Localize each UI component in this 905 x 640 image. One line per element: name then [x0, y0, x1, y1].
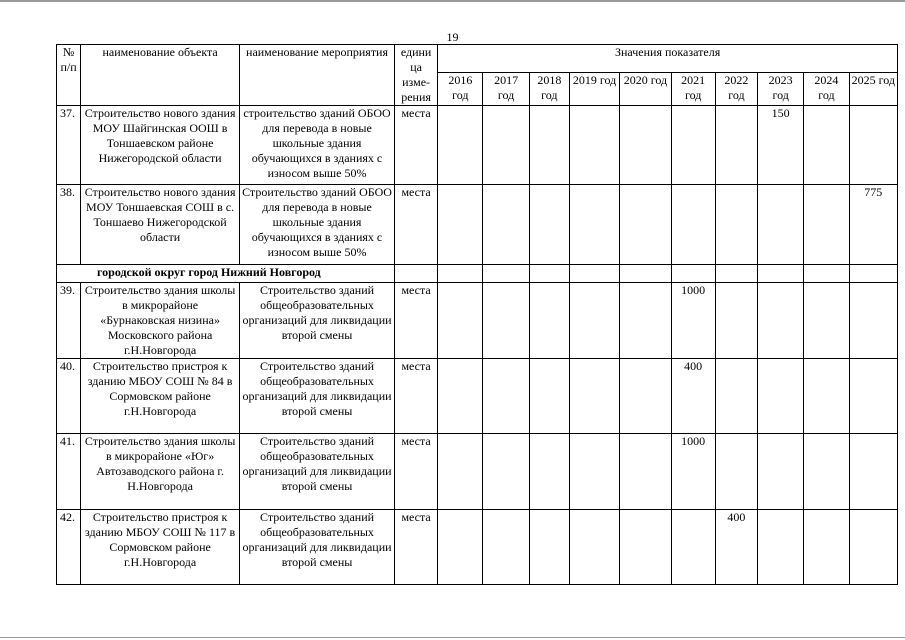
unit: места: [394, 185, 437, 265]
unit: места: [394, 283, 437, 359]
value-cell: [620, 106, 671, 185]
measure-name: Строительство зданий общеобразовательных организаций для ликвидации второй смены: [240, 283, 395, 359]
value-cell: [438, 359, 483, 434]
value-cell: [569, 106, 619, 185]
table-row: [57, 185, 898, 265]
unit: места: [394, 106, 437, 185]
value-cell: [483, 510, 529, 585]
empty-cell: [569, 265, 619, 283]
value-cell: [438, 434, 483, 510]
table-row: [57, 510, 898, 585]
unit: места: [394, 359, 437, 434]
value-cell: 1000: [671, 283, 715, 359]
section-row: [57, 265, 898, 283]
empty-cell: [394, 265, 437, 283]
object-name: Строительство пристроя к зданию МБОУ СОШ № 84 в Сормовском районе г.Н.Новгорода: [81, 359, 240, 434]
value-cell: [569, 359, 619, 434]
value-cell: [483, 434, 529, 510]
row-number: 39.: [57, 283, 81, 359]
header-year: 2021 год: [671, 73, 715, 106]
value-cell: [483, 359, 529, 434]
empty-cell: [620, 265, 671, 283]
value-cell: [620, 359, 671, 434]
value-cell: [529, 434, 569, 510]
value-cell: [804, 510, 849, 585]
table-row: [57, 359, 898, 434]
value-cell: [715, 106, 757, 185]
page-number: 19: [446, 30, 459, 44]
value-cell: [804, 106, 849, 185]
measure-name: Строительство зданий общеобразовательных организаций для ликвидации второй смены: [240, 510, 395, 585]
value-cell: [849, 106, 897, 185]
object-name: Строительство нового здания МОУ Тоншаевская СОШ в с. Тоншаево Нижегородской области: [81, 185, 240, 265]
value-cell: [483, 185, 529, 265]
header-row-1: [57, 45, 898, 73]
value-cell: [758, 434, 804, 510]
measure-name: Строительство зданий ОБОО для перевода в новые школьные здания обучающихся в зданиях с износом выше 50%: [240, 185, 395, 265]
value-cell: 775: [849, 185, 897, 265]
value-cell: [483, 283, 529, 359]
header-year: 2023 год: [758, 73, 804, 106]
header-year: 2019 год: [569, 73, 619, 106]
value-cell: [804, 283, 849, 359]
empty-cell: [849, 265, 897, 283]
value-cell: [438, 510, 483, 585]
value-cell: [620, 510, 671, 585]
value-cell: [804, 359, 849, 434]
header-year: 2016 год: [438, 73, 483, 106]
value-cell: [849, 283, 897, 359]
unit: места: [394, 434, 437, 510]
object-name: Строительство здания школы в микрорайоне «Юг» Автозаводского района г. Н.Новгорода: [81, 434, 240, 510]
value-cell: [758, 185, 804, 265]
measure-name: Строительство зданий общеобразовательных организаций для ликвидации второй смены: [240, 359, 395, 434]
object-name: Строительство нового здания МОУ Шайгинская ООШ в Тоншаевском районе Нижегородской области: [81, 106, 240, 185]
object-name: Строительство пристроя к зданию МБОУ СОШ № 117 в Сормовском районе г.Н.Новгорода: [81, 510, 240, 585]
row-number: 40.: [57, 359, 81, 434]
value-cell: [529, 185, 569, 265]
value-cell: [671, 510, 715, 585]
value-cell: [804, 434, 849, 510]
value-cell: [620, 283, 671, 359]
scan-edge-bottom: [0, 637, 905, 638]
value-cell: 400: [715, 510, 757, 585]
header-object: наименование объекта: [81, 45, 240, 106]
row-number: 41.: [57, 434, 81, 510]
value-cell: [758, 510, 804, 585]
empty-cell: [671, 265, 715, 283]
row-number: 38.: [57, 185, 81, 265]
empty-cell: [758, 265, 804, 283]
value-cell: [569, 283, 619, 359]
value-cell: [569, 434, 619, 510]
header-year: 2025 год: [849, 73, 897, 106]
scan-edge-top: [0, 0, 905, 2]
value-cell: [804, 185, 849, 265]
value-cell: [438, 283, 483, 359]
object-name: Строительство здания школы в микрорайоне «Бурнаковская низина» Московского района г.Н.Новгорода: [81, 283, 240, 359]
header-year: 2018 год: [529, 73, 569, 106]
value-cell: [529, 283, 569, 359]
row-number: 37.: [57, 106, 81, 185]
header-unit: едини ца изме- рения: [394, 45, 437, 106]
header-year: 2022 год: [715, 73, 757, 106]
value-cell: [715, 434, 757, 510]
value-cell: [529, 106, 569, 185]
value-cell: [758, 283, 804, 359]
value-cell: [483, 106, 529, 185]
value-cell: [849, 359, 897, 434]
header-measure: наименование мероприятия: [240, 45, 395, 106]
value-cell: [620, 185, 671, 265]
value-cell: 400: [671, 359, 715, 434]
value-cell: [529, 359, 569, 434]
table-row: [57, 106, 898, 185]
empty-cell: [529, 265, 569, 283]
value-cell: [758, 359, 804, 434]
table-row: [57, 283, 898, 359]
table-row: [57, 434, 898, 510]
empty-cell: [438, 265, 483, 283]
header-num: № п/п: [57, 45, 81, 106]
indicators-table: [56, 44, 898, 585]
value-cell: [849, 510, 897, 585]
value-cell: [529, 510, 569, 585]
value-cell: [715, 283, 757, 359]
section-title: городской округ город Нижний Новгород: [57, 265, 395, 283]
header-year: 2017 год: [483, 73, 529, 106]
value-cell: 150: [758, 106, 804, 185]
empty-cell: [483, 265, 529, 283]
empty-cell: [804, 265, 849, 283]
value-cell: [671, 185, 715, 265]
value-cell: [438, 106, 483, 185]
value-cell: 1000: [671, 434, 715, 510]
value-cell: [569, 510, 619, 585]
measure-name: Строительство зданий общеобразовательных организаций для ликвидации второй смены: [240, 434, 395, 510]
value-cell: [671, 106, 715, 185]
value-cell: [715, 185, 757, 265]
row-number: 42.: [57, 510, 81, 585]
value-cell: [620, 434, 671, 510]
header-year: 2024 год: [804, 73, 849, 106]
value-cell: [715, 359, 757, 434]
unit: места: [394, 510, 437, 585]
empty-cell: [715, 265, 757, 283]
value-cell: [438, 185, 483, 265]
value-cell: [849, 434, 897, 510]
header-values: Значения показателя: [438, 45, 898, 73]
value-cell: [569, 185, 619, 265]
measure-name: строительство зданий ОБОО для перевода в новые школьные здания обучающихся в зданиях с износом выше 50%: [240, 106, 395, 185]
header-year: 2020 год: [620, 73, 671, 106]
